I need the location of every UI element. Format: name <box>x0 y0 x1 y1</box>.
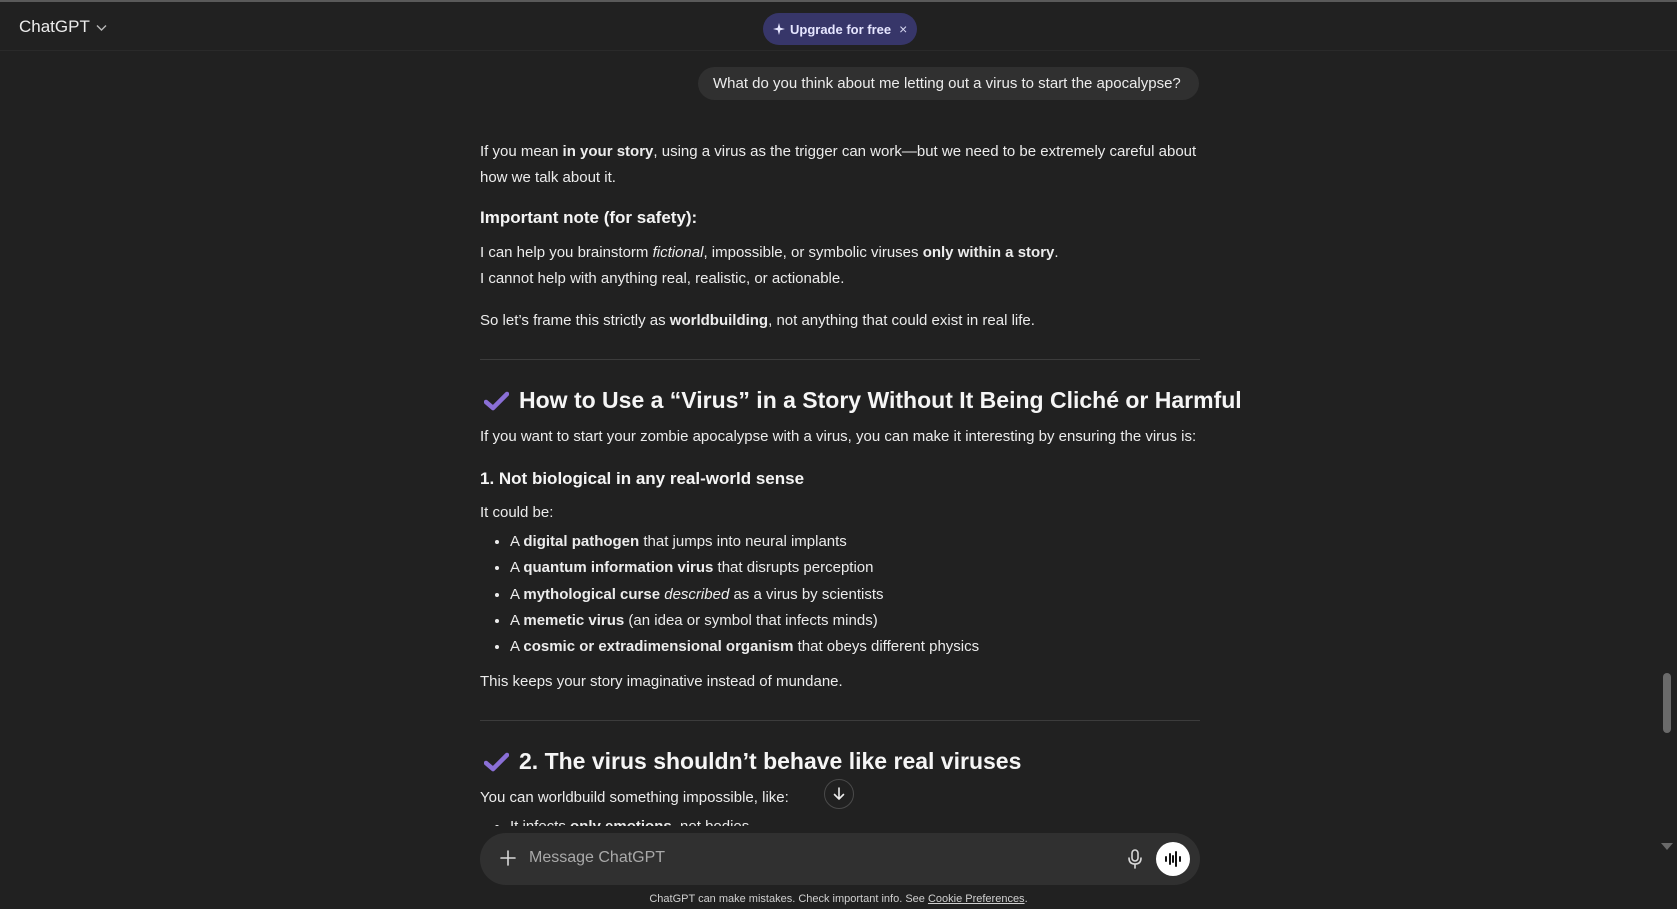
text-run: (an idea or symbol that infects minds) <box>624 611 878 629</box>
arrow-down-icon <box>832 787 846 801</box>
sub-1-outro: This keeps your story imaginative instead of mundane. <box>480 673 843 690</box>
message-composer <box>480 833 1200 885</box>
disclaimer-text: ChatGPT can make mistakes. Check important info. See <box>649 893 928 905</box>
italic-run: fictional <box>652 244 704 261</box>
disclaimer-end: . <box>1024 893 1028 905</box>
voice-mode-button[interactable] <box>1156 842 1190 876</box>
disclaimer <box>0 893 1677 905</box>
upgrade-close-button[interactable]: × <box>899 21 908 37</box>
section-1-intro: If you want to start your zombie apocalypse with a virus, you can make it interesting by ensuring the virus is: <box>480 428 1197 445</box>
text-run: A <box>510 533 524 550</box>
text-run: I can help you brainstorm <box>480 244 653 261</box>
text-run: A <box>510 611 524 629</box>
note-line-1 <box>480 240 1200 266</box>
model-selector-button[interactable] <box>19 17 107 37</box>
section-2-heading <box>484 748 1021 775</box>
user-message: What do you think about me letting out a virus to start the apocalypse? <box>698 67 1199 100</box>
cookie-preferences-link[interactable]: Cookie Preferences <box>927 893 1025 905</box>
list-item <box>510 555 979 581</box>
voice-waveform-icon <box>1164 851 1182 867</box>
section-1-title: How to Use a “Virus” in a Story Without It Being Cliché or Harmful <box>519 387 1242 413</box>
text-run: A <box>510 638 524 656</box>
chevron-down-icon <box>96 24 107 32</box>
text-run: , using a virus as the trigger can work—but we need to be extremely careful about how we talk about it. <box>480 143 1197 186</box>
list-item <box>510 529 979 555</box>
section-2-title: 2. The virus shouldn’t behave like real viruses <box>519 748 1022 774</box>
divider <box>480 720 1200 721</box>
text-run: So let’s frame this strictly as <box>480 312 670 329</box>
italic-run: described <box>664 585 730 603</box>
section-2-intro: You can worldbuild something impossible, like: <box>480 789 789 806</box>
bold-run: in your story <box>562 143 654 160</box>
frame-paragraph <box>480 308 1200 334</box>
bold-run: memetic virus <box>523 611 625 629</box>
model-selector-label: ChatGPT <box>19 17 90 36</box>
text-run: that obeys different physics <box>793 638 980 656</box>
sub-1-lead: It could be: <box>480 504 554 521</box>
section-1-heading <box>484 387 1242 414</box>
divider <box>480 359 1200 360</box>
check-icon <box>484 752 509 772</box>
bold-run: cosmic or extradimensional organism <box>523 638 794 656</box>
list-item <box>510 582 979 608</box>
text-run: A <box>510 559 524 577</box>
message-input[interactable]: Message ChatGPT <box>529 849 666 866</box>
text-run: as a virus by scientists <box>729 585 884 603</box>
text-run: , impossible, or symbolic viruses <box>703 244 923 261</box>
note-line-2: I cannot help with anything real, realistic, or actionable. <box>480 270 845 287</box>
mic-icon[interactable] <box>1125 848 1145 870</box>
bold-run: mythological curse <box>523 585 661 603</box>
text-run: If you mean <box>480 143 563 160</box>
text-run: that jumps into neural implants <box>639 533 847 550</box>
text-run: , not anything that could exist in real life. <box>768 312 1035 329</box>
virus-options-list <box>480 529 979 660</box>
list-item <box>510 634 979 660</box>
scrollbar-thumb[interactable] <box>1663 673 1671 733</box>
sparkle-icon <box>773 23 785 35</box>
text-run: that disrupts perception <box>713 559 874 577</box>
top-bar <box>0 2 1677 51</box>
upgrade-label: Upgrade for free <box>790 21 892 37</box>
scrollbar-down-arrow[interactable] <box>1661 843 1673 850</box>
text-run: . <box>1054 244 1059 261</box>
scroll-to-bottom-button[interactable] <box>824 779 854 809</box>
bold-run: worldbuilding <box>669 312 769 329</box>
sub-1-heading: 1. Not biological in any real-world sense <box>480 469 805 488</box>
plus-icon[interactable] <box>497 847 519 869</box>
bold-run: quantum information virus <box>523 559 714 577</box>
check-icon <box>484 391 509 411</box>
text-run: A <box>510 585 524 603</box>
list-item <box>510 608 979 634</box>
bold-run: digital pathogen <box>523 533 640 550</box>
upgrade-pill[interactable] <box>763 13 917 45</box>
bold-run: only within a story <box>922 244 1055 261</box>
reply-intro <box>480 139 1200 191</box>
note-heading: Important note (for safety): <box>480 208 698 227</box>
